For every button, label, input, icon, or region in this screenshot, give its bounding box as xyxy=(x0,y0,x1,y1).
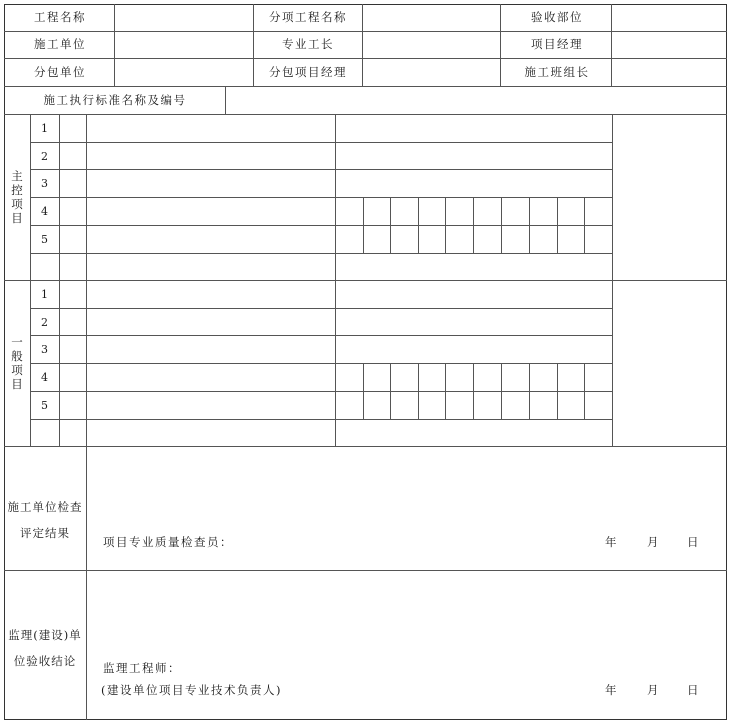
tolerance-grid-line xyxy=(584,363,585,391)
tolerance-grid-line xyxy=(473,363,474,391)
tolerance-grid-line xyxy=(473,225,474,253)
construction-check-label xyxy=(4,494,86,546)
row-line xyxy=(4,86,727,87)
item-row-number: 2 xyxy=(41,316,48,329)
supervision-year-label: 年 xyxy=(605,683,618,697)
tolerance-grid-line xyxy=(529,363,530,391)
item-row-line xyxy=(30,335,612,336)
supervision-day-label: 日 xyxy=(687,683,700,697)
row-line xyxy=(4,58,727,59)
tolerance-grid-line xyxy=(529,225,530,253)
tolerance-grid-line xyxy=(363,197,364,225)
subcontract-unit-label: 分包单位 xyxy=(34,65,86,79)
construction-check-label-line2: 评定结果 xyxy=(20,526,70,540)
tolerance-grid-line xyxy=(418,391,419,419)
supervising-engineer-label: 监理工程师： xyxy=(103,661,181,675)
item-row-number: 1 xyxy=(41,288,48,301)
standard-label: 施工执行标准名称及编号 xyxy=(43,93,187,107)
col-line xyxy=(253,4,254,86)
tolerance-grid-line xyxy=(363,363,364,391)
col-line xyxy=(30,114,31,446)
col-line xyxy=(225,86,226,114)
tolerance-grid-line xyxy=(473,391,474,419)
check-year-label: 年 xyxy=(605,535,618,549)
technical-lead-label: (建设单位项目专业技术负责人) xyxy=(101,683,282,697)
tolerance-grid-line xyxy=(529,391,530,419)
item-row-line xyxy=(30,225,612,226)
item-row-line xyxy=(30,419,612,420)
tolerance-grid-line xyxy=(445,363,446,391)
tolerance-grid-line xyxy=(363,225,364,253)
item-row-number: 3 xyxy=(41,177,48,190)
item-row-line xyxy=(30,363,612,364)
tolerance-grid-line xyxy=(418,197,419,225)
col-line xyxy=(86,114,87,720)
check-day-label: 日 xyxy=(687,535,700,549)
subcontract-pm-label: 分包项目经理 xyxy=(269,65,347,79)
acceptance-form-frame xyxy=(4,4,727,720)
item-row-line xyxy=(30,391,612,392)
section-line xyxy=(4,570,727,571)
tolerance-grid-line xyxy=(445,225,446,253)
row-line xyxy=(4,114,727,115)
tolerance-grid-line xyxy=(418,225,419,253)
supervision-month-label: 月 xyxy=(647,683,660,697)
subproject-name-label: 分项工程名称 xyxy=(269,10,347,24)
tolerance-grid-line xyxy=(445,197,446,225)
item-row-number: 5 xyxy=(41,399,48,412)
item-row-line xyxy=(30,169,612,170)
tolerance-grid-line xyxy=(529,197,530,225)
tolerance-grid-line xyxy=(445,391,446,419)
item-row-number: 4 xyxy=(41,205,48,218)
main-control-label: 主控项目 xyxy=(11,169,23,225)
general-items-label: 一般项目 xyxy=(11,335,23,391)
project-name-label: 工程名称 xyxy=(34,10,86,24)
tolerance-grid-line xyxy=(584,197,585,225)
tolerance-grid-line xyxy=(557,363,558,391)
section-line xyxy=(4,446,727,447)
row-line xyxy=(4,31,727,32)
tolerance-grid-line xyxy=(390,391,391,419)
item-row-number: 1 xyxy=(41,122,48,135)
col-line xyxy=(362,4,363,86)
supervision-label xyxy=(4,622,86,674)
col-line xyxy=(612,114,613,446)
tolerance-grid-line xyxy=(418,363,419,391)
tolerance-grid-line xyxy=(501,225,502,253)
tolerance-grid-line xyxy=(557,197,558,225)
tolerance-grid-line xyxy=(363,391,364,419)
section-line xyxy=(4,280,727,281)
project-manager-label: 项目经理 xyxy=(531,37,583,51)
supervision-label-line2: 位验收结论 xyxy=(13,654,77,668)
professional-foreman-label: 专业工长 xyxy=(282,37,334,51)
item-row-number: 2 xyxy=(41,150,48,163)
tolerance-grid-line xyxy=(390,197,391,225)
tolerance-grid-line xyxy=(584,391,585,419)
col-line xyxy=(59,114,60,446)
col-line xyxy=(114,4,115,86)
team-leader-label: 施工班组长 xyxy=(524,65,590,79)
col-line xyxy=(611,4,612,86)
tolerance-grid-line xyxy=(557,225,558,253)
item-row-number: 3 xyxy=(41,343,48,356)
item-row-number: 5 xyxy=(41,233,48,246)
tolerance-grid-line xyxy=(390,225,391,253)
item-row-number: 4 xyxy=(41,371,48,384)
item-row-line xyxy=(30,142,612,143)
tolerance-grid-line xyxy=(584,225,585,253)
supervision-label-line1: 监理(建设)单 xyxy=(8,628,82,642)
col-line xyxy=(500,4,501,86)
construction-unit-label: 施工单位 xyxy=(34,37,86,51)
tolerance-grid-line xyxy=(501,363,502,391)
tolerance-grid-line xyxy=(473,197,474,225)
check-month-label: 月 xyxy=(647,535,660,549)
item-row-line xyxy=(30,308,612,309)
col-line xyxy=(335,114,336,446)
acceptance-part-label: 验收部位 xyxy=(531,10,583,24)
tolerance-grid-line xyxy=(390,363,391,391)
construction-check-label-line1: 施工单位检查 xyxy=(7,500,83,514)
quality-inspector-label: 项目专业质量检查员： xyxy=(103,535,233,549)
item-row-line xyxy=(30,253,612,254)
tolerance-grid-line xyxy=(501,391,502,419)
tolerance-grid-line xyxy=(557,391,558,419)
item-row-line xyxy=(30,197,612,198)
tolerance-grid-line xyxy=(501,197,502,225)
